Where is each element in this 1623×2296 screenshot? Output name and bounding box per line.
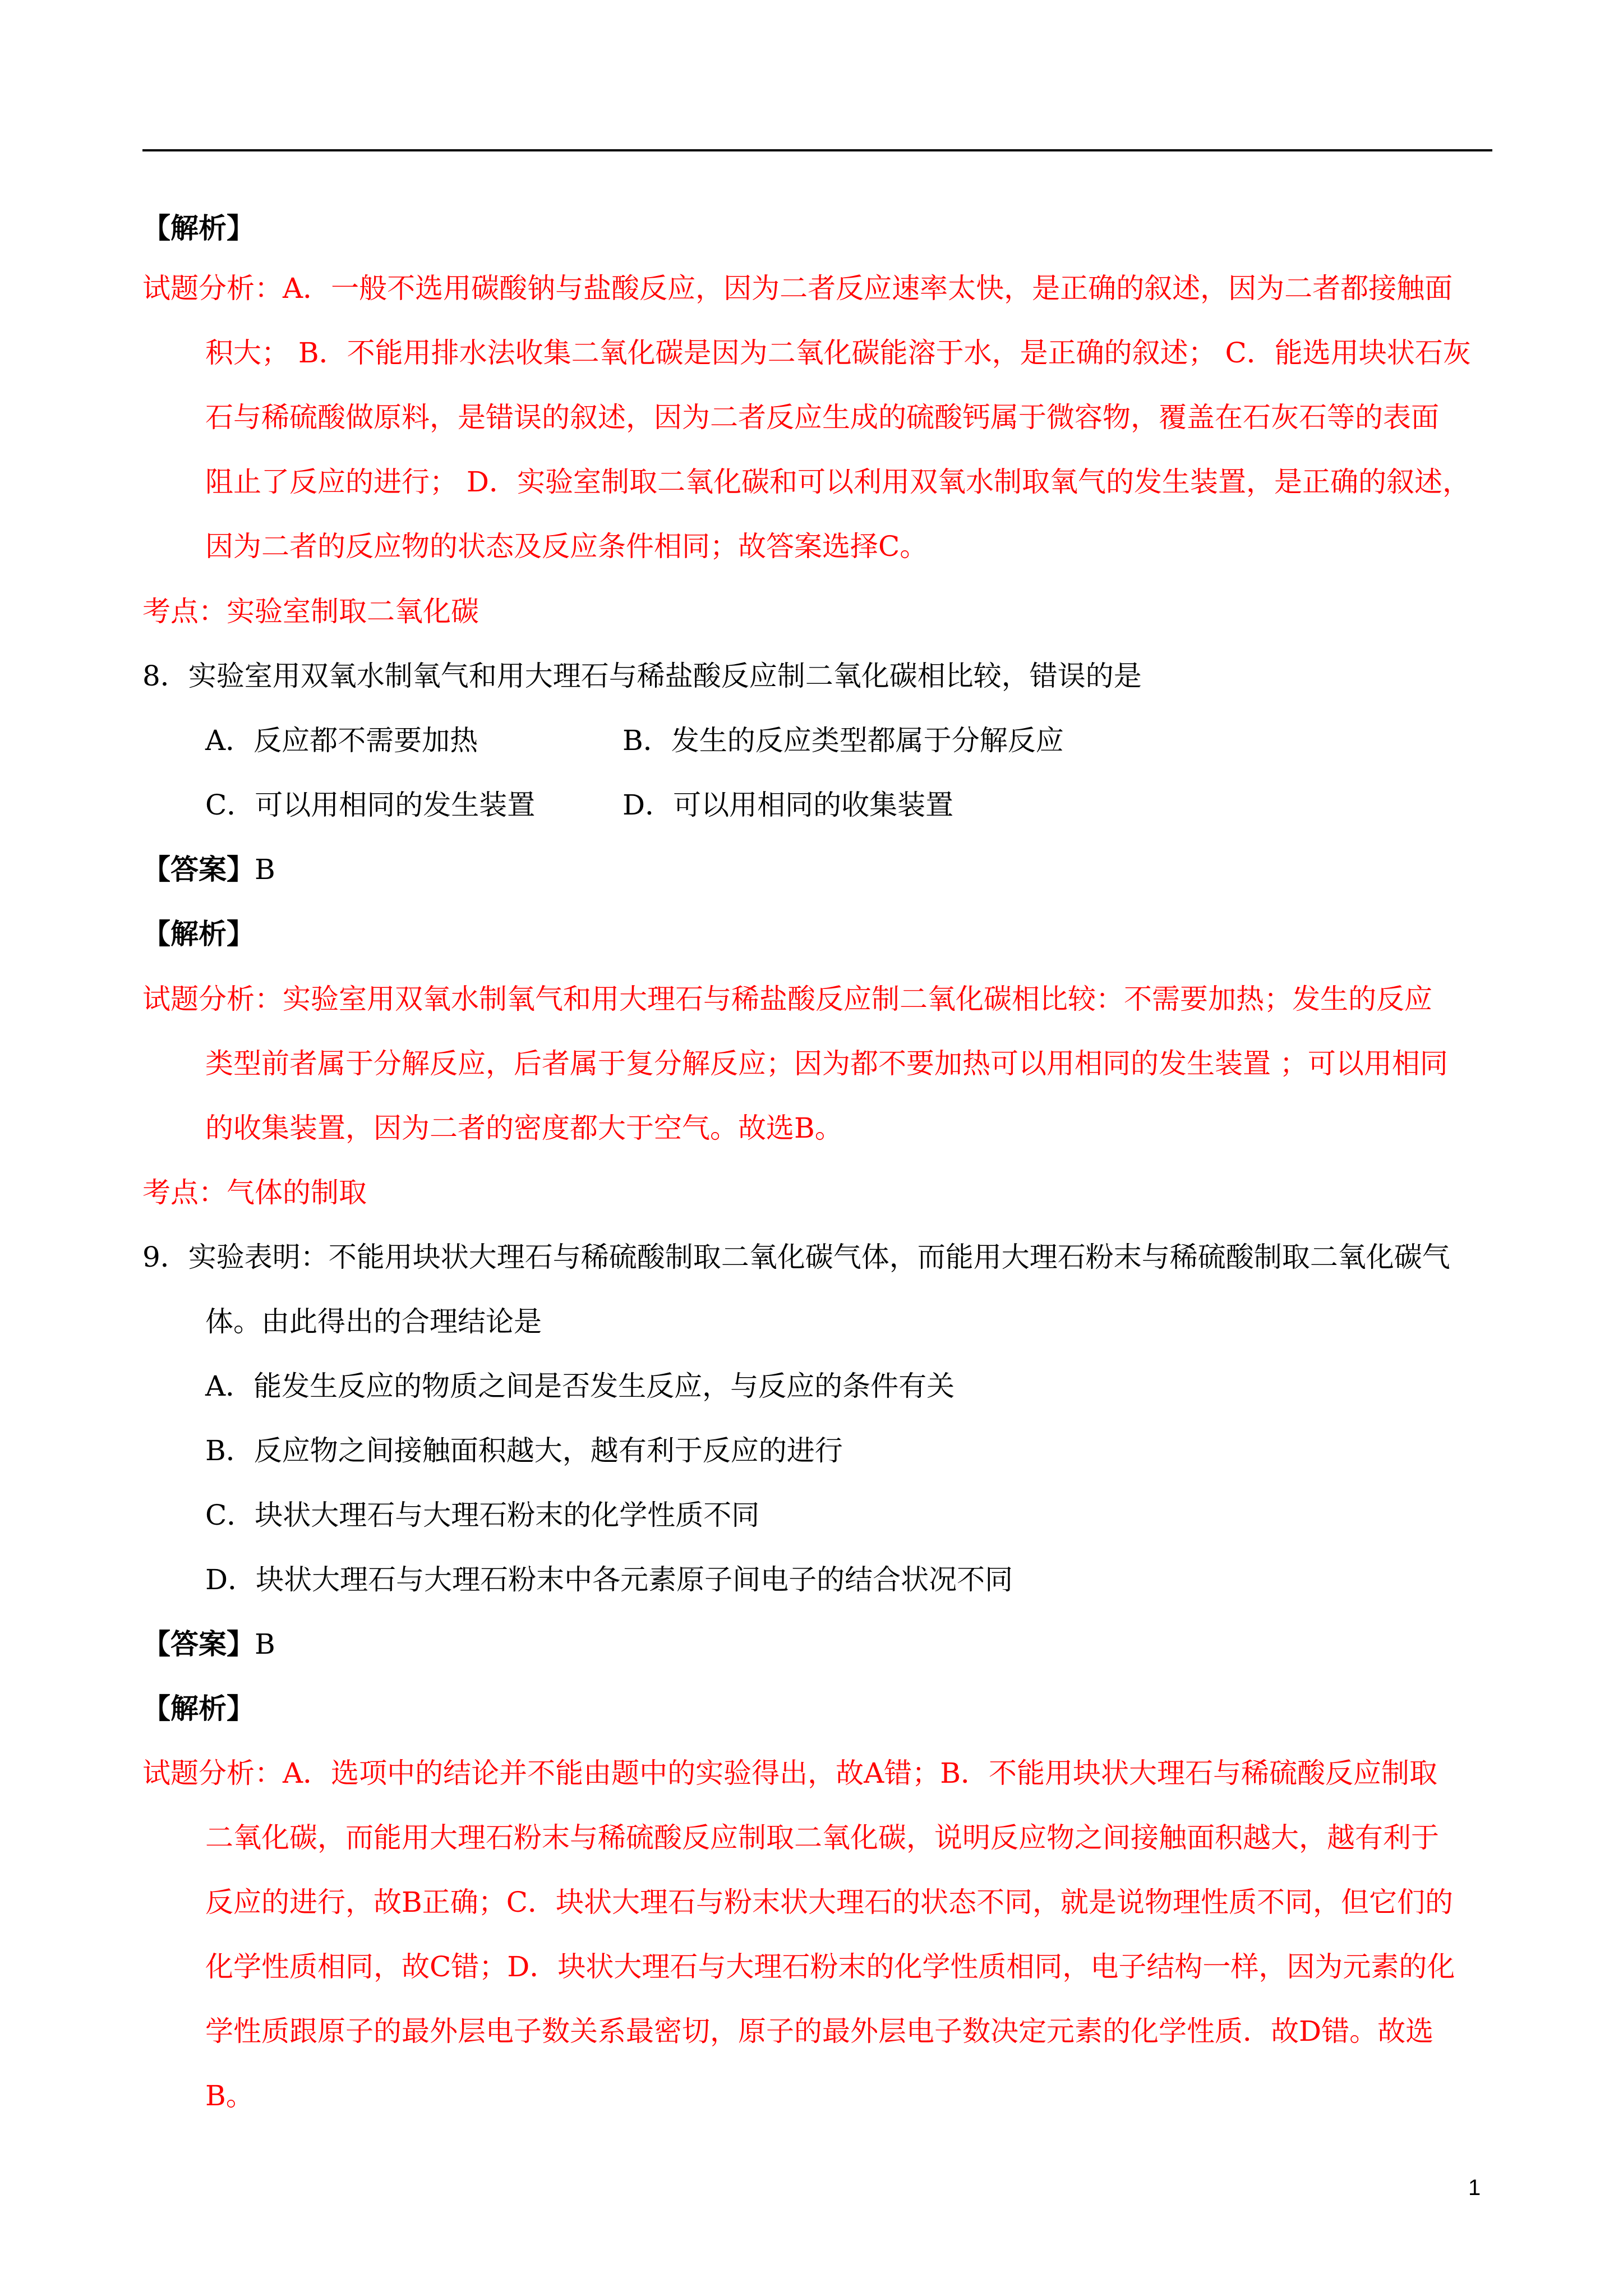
option-a: A．反应都不需要加热	[205, 724, 478, 757]
question-stem-cont: 体。由此得出的合理结论是	[205, 1305, 542, 1338]
analysis-heading: 【解析】	[142, 1692, 255, 1725]
answer-row	[142, 853, 275, 886]
analysis-line: 的收集装置，因为二者的密度都大于空气。故选B。	[205, 1112, 843, 1144]
analysis-line: 反应的进行，故B正确；C．块状大理石与粉末状大理石的状态不同，就是说物理性质不同，但它们的	[205, 1886, 1453, 1918]
analysis-heading: 【解析】	[142, 211, 255, 245]
option-d: D．块状大理石与大理石粉末中各元素原子间电子的结合状况不同	[205, 1563, 1013, 1596]
analysis-line: 学性质跟原子的最外层电子数关系最密切，原子的最外层电子数决定元素的化学性质．故D错。故选	[205, 2015, 1434, 2047]
analysis-line: 因为二者的反应物的状态及反应条件相同；故答案选择C。	[205, 530, 928, 563]
header-rule	[142, 149, 1492, 151]
answer-row	[142, 1627, 275, 1661]
option-b: B．发生的反应类型都属于分解反应	[623, 724, 1064, 757]
analysis-line: 试题分析：实验室用双氧水制氧气和用大理石与稀盐酸反应制二氧化碳相比较：不需要加热；发生的反应	[142, 983, 1432, 1015]
option-d: D．可以用相同的收集装置	[623, 789, 954, 821]
answer-label: 【答案】	[142, 853, 255, 886]
analysis-line: 积大； B．不能用排水法收集二氧化碳是因为二氧化碳能溶于水，是正确的叙述； C．能选用块状石灰	[205, 337, 1471, 369]
answer-value: B	[255, 853, 275, 886]
analysis-line: 类型前者属于分解反应，后者属于复分解反应；因为都不要加热可以用相同的发生装置 ；可以用相同	[205, 1047, 1448, 1080]
analysis-line: 二氧化碳，而能用大理石粉末与稀硫酸反应制取二氧化碳，说明反应物之间接触面积越大，越有利于	[205, 1821, 1439, 1854]
analysis-line: 石与稀硫酸做原料，是错误的叙述，因为二者反应生成的硫酸钙属于微容物，覆盖在石灰石等的表面	[205, 401, 1439, 434]
answer-label: 【答案】	[142, 1627, 255, 1660]
option-c: C．块状大理石与大理石粉末的化学性质不同	[205, 1499, 760, 1531]
question-stem: 8．实验室用双氧水制氧气和用大理石与稀盐酸反应制二氧化碳相比较，错误的是	[142, 660, 1142, 692]
page-number: 1	[1468, 2175, 1481, 2200]
option-c: C．可以用相同的发生装置	[205, 789, 536, 821]
question-stem: 9．实验表明：不能用块状大理石与稀硫酸制取二氧化碳气体，而能用大理石粉末与稀硫酸制取二氧化碳气	[142, 1241, 1450, 1273]
option-b: B．反应物之间接触面积越大，越有利于反应的进行	[205, 1434, 843, 1467]
analysis-line: 试题分析：A．选项中的结论并不能由题中的实验得出，故A错；B．不能用块状大理石与稀硫酸反应制取	[142, 1757, 1437, 1789]
analysis-line: B。	[205, 2079, 254, 2112]
kaodian: 考点：气体的制取	[142, 1176, 367, 1209]
analysis-line: 试题分析：A．一般不选用碳酸钠与盐酸反应，因为二者反应速率太快，是正确的叙述，因为二者都接触面	[142, 272, 1453, 305]
analysis-line: 阻止了反应的进行； D．实验室制取二氧化碳和可以利用双氧水制取氧气的发生装置，是正确的叙述，	[205, 466, 1470, 498]
kaodian: 考点：实验室制取二氧化碳	[142, 595, 479, 628]
analysis-heading: 【解析】	[142, 917, 255, 950]
analysis-line: 化学性质相同，故C错；D．块状大理石与大理石粉末的化学性质相同，电子结构一样，因为元素的化	[205, 1950, 1455, 1983]
option-a: A．能发生反应的物质之间是否发生反应，与反应的条件有关	[205, 1370, 955, 1402]
answer-value: B	[255, 1628, 275, 1660]
